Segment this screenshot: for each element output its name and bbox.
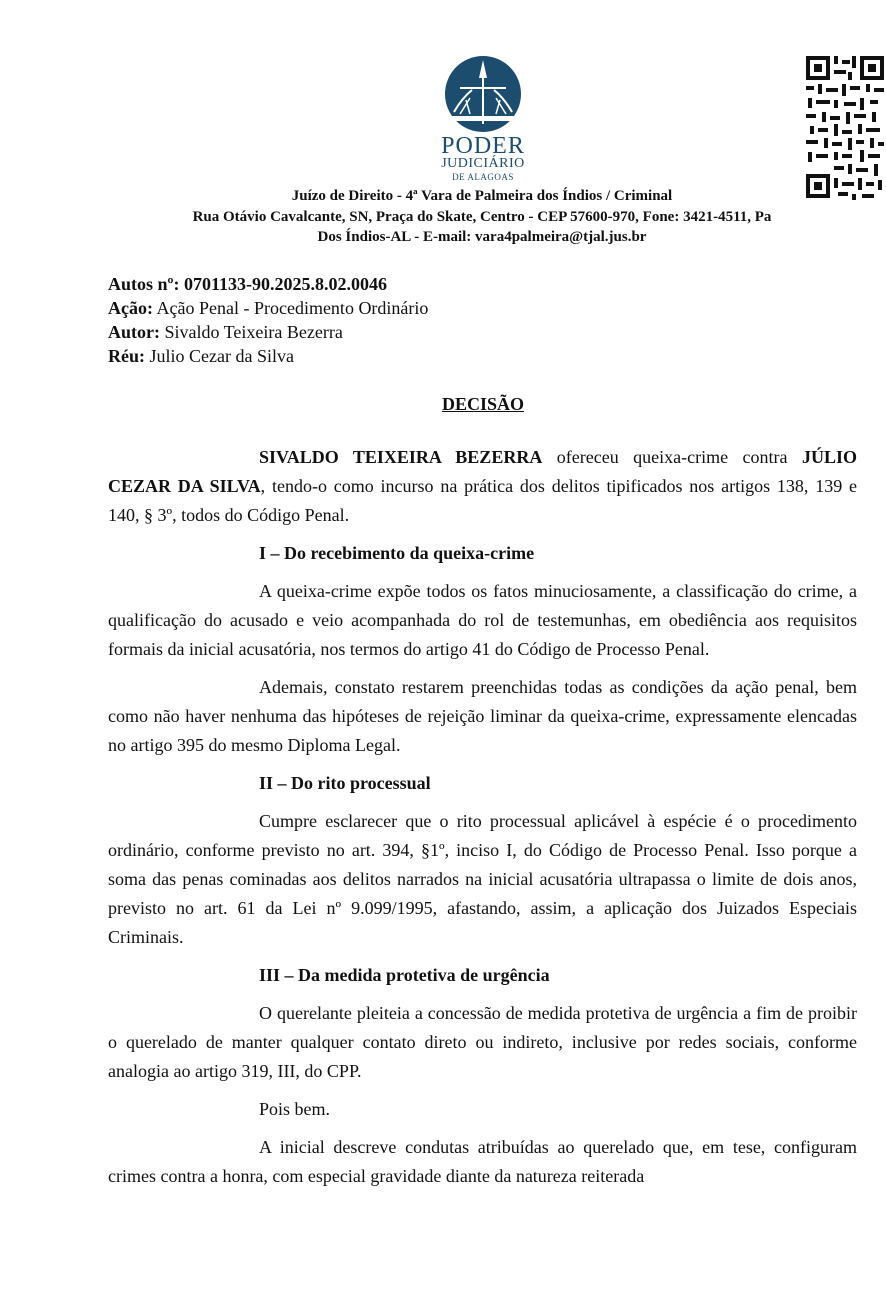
party-querelante: SIVALDO TEIXEIRA BEZERRA xyxy=(259,447,543,467)
paragraph-7: A inicial descreve condutas atribuídas ao querelado que, em tese, configuram crimes contra a honra, com especial gravidade diante da natureza reiterada xyxy=(108,1137,857,1186)
header-contact: Dos Índios-AL - E-mail: vara4palmeira@tjal.jus.br xyxy=(317,229,647,245)
reu-label: Réu: xyxy=(108,346,145,366)
paragraph-intro-text-a: ofereceu queixa-crime contra xyxy=(542,447,802,467)
logo-text-judiciario: JUDICIÁRIO xyxy=(441,156,525,171)
case-autos xyxy=(108,272,428,296)
autor-label: Autor: xyxy=(108,322,160,342)
document-body xyxy=(108,443,857,1200)
case-autor xyxy=(108,320,428,344)
logo-text-alagoas: DE ALAGOAS xyxy=(452,172,514,182)
court-emblem-icon xyxy=(440,54,526,134)
paragraph-intro-text-b: , tendo-o como incurso na prática dos delitos tipificados nos artigos 138, 139 e 140, § 3º, todos do Código Penal. xyxy=(108,476,857,525)
party-querelado: JÚLIO CEZAR DA SILVA xyxy=(108,447,857,496)
case-acao xyxy=(108,296,428,320)
acao-value: Ação Penal - Procedimento Ordinário xyxy=(156,298,429,318)
qr-code-icon xyxy=(804,54,886,202)
section-heading-1: I – Do recebimento da queixa-crime xyxy=(259,543,535,563)
paragraph-3: Ademais, constato restarem preenchidas todas as condições da ação penal, bem como não haver nenhuma das hipóteses de rejeição liminar da queixa-crime, expressamente elencadas no artigo 395 do mesmo Diploma Legal. xyxy=(108,677,857,755)
logo-text-poder: PODER xyxy=(441,133,525,159)
paragraph-intro xyxy=(108,443,857,530)
paragraph-5: O querelante pleiteia a concessão de medida protetiva de urgência a fim de proibir o querelado de manter qualquer contato direto ou indireto, inclusive por redes sociais, conforme analogia ao artigo 319, III, do CPP. xyxy=(108,1003,857,1081)
section-heading-2: II – Do rito processual xyxy=(259,773,431,793)
autor-value: Sivaldo Teixeira Bezerra xyxy=(164,322,343,342)
acao-label: Ação: xyxy=(108,298,153,318)
autos-value: 0701133-90.2025.8.02.0046 xyxy=(183,274,387,294)
court-header xyxy=(80,186,884,248)
court-logo xyxy=(440,54,526,186)
header-address: Rua Otávio Cavalcante, SN, Praça do Skate, Centro - CEP 57600-970, Fone: 3421-4511, Pa xyxy=(192,208,772,225)
autos-label: Autos nº: xyxy=(108,274,180,294)
case-reu xyxy=(108,344,428,368)
paragraph-2: A queixa-crime expõe todos os fatos minuciosamente, a classificação do crime, a qualificação do acusado e veio acompanhada do rol de testemunhas, em obediência aos requisitos formais da inicial acusatória, nos termos do artigo 41 do Código de Processo Penal. xyxy=(108,581,857,659)
case-info xyxy=(108,272,428,368)
paragraph-6: Pois bem. xyxy=(259,1099,331,1119)
section-heading-3: III – Da medida protetiva de urgência xyxy=(259,965,550,985)
document-title: DECISÃO xyxy=(441,394,525,414)
reu-value: Julio Cezar da Silva xyxy=(149,346,294,366)
paragraph-4: Cumpre esclarecer que o rito processual aplicável à espécie é o procedimento ordinário, conforme previsto no art. 394, §1º, inciso I, do Código de Processo Penal. Isso porque a soma das penas cominadas aos delitos narrados na inicial acusatória ultrapassa o limite de dois anos, previsto no art. 61 da Lei nº 9.099/1995, afastando, assim, a aplicação dos Juizados Especiais Criminais. xyxy=(108,811,857,947)
header-court-name: Juízo de Direito - 4ª Vara de Palmeira dos Índios / Criminal xyxy=(291,188,673,204)
